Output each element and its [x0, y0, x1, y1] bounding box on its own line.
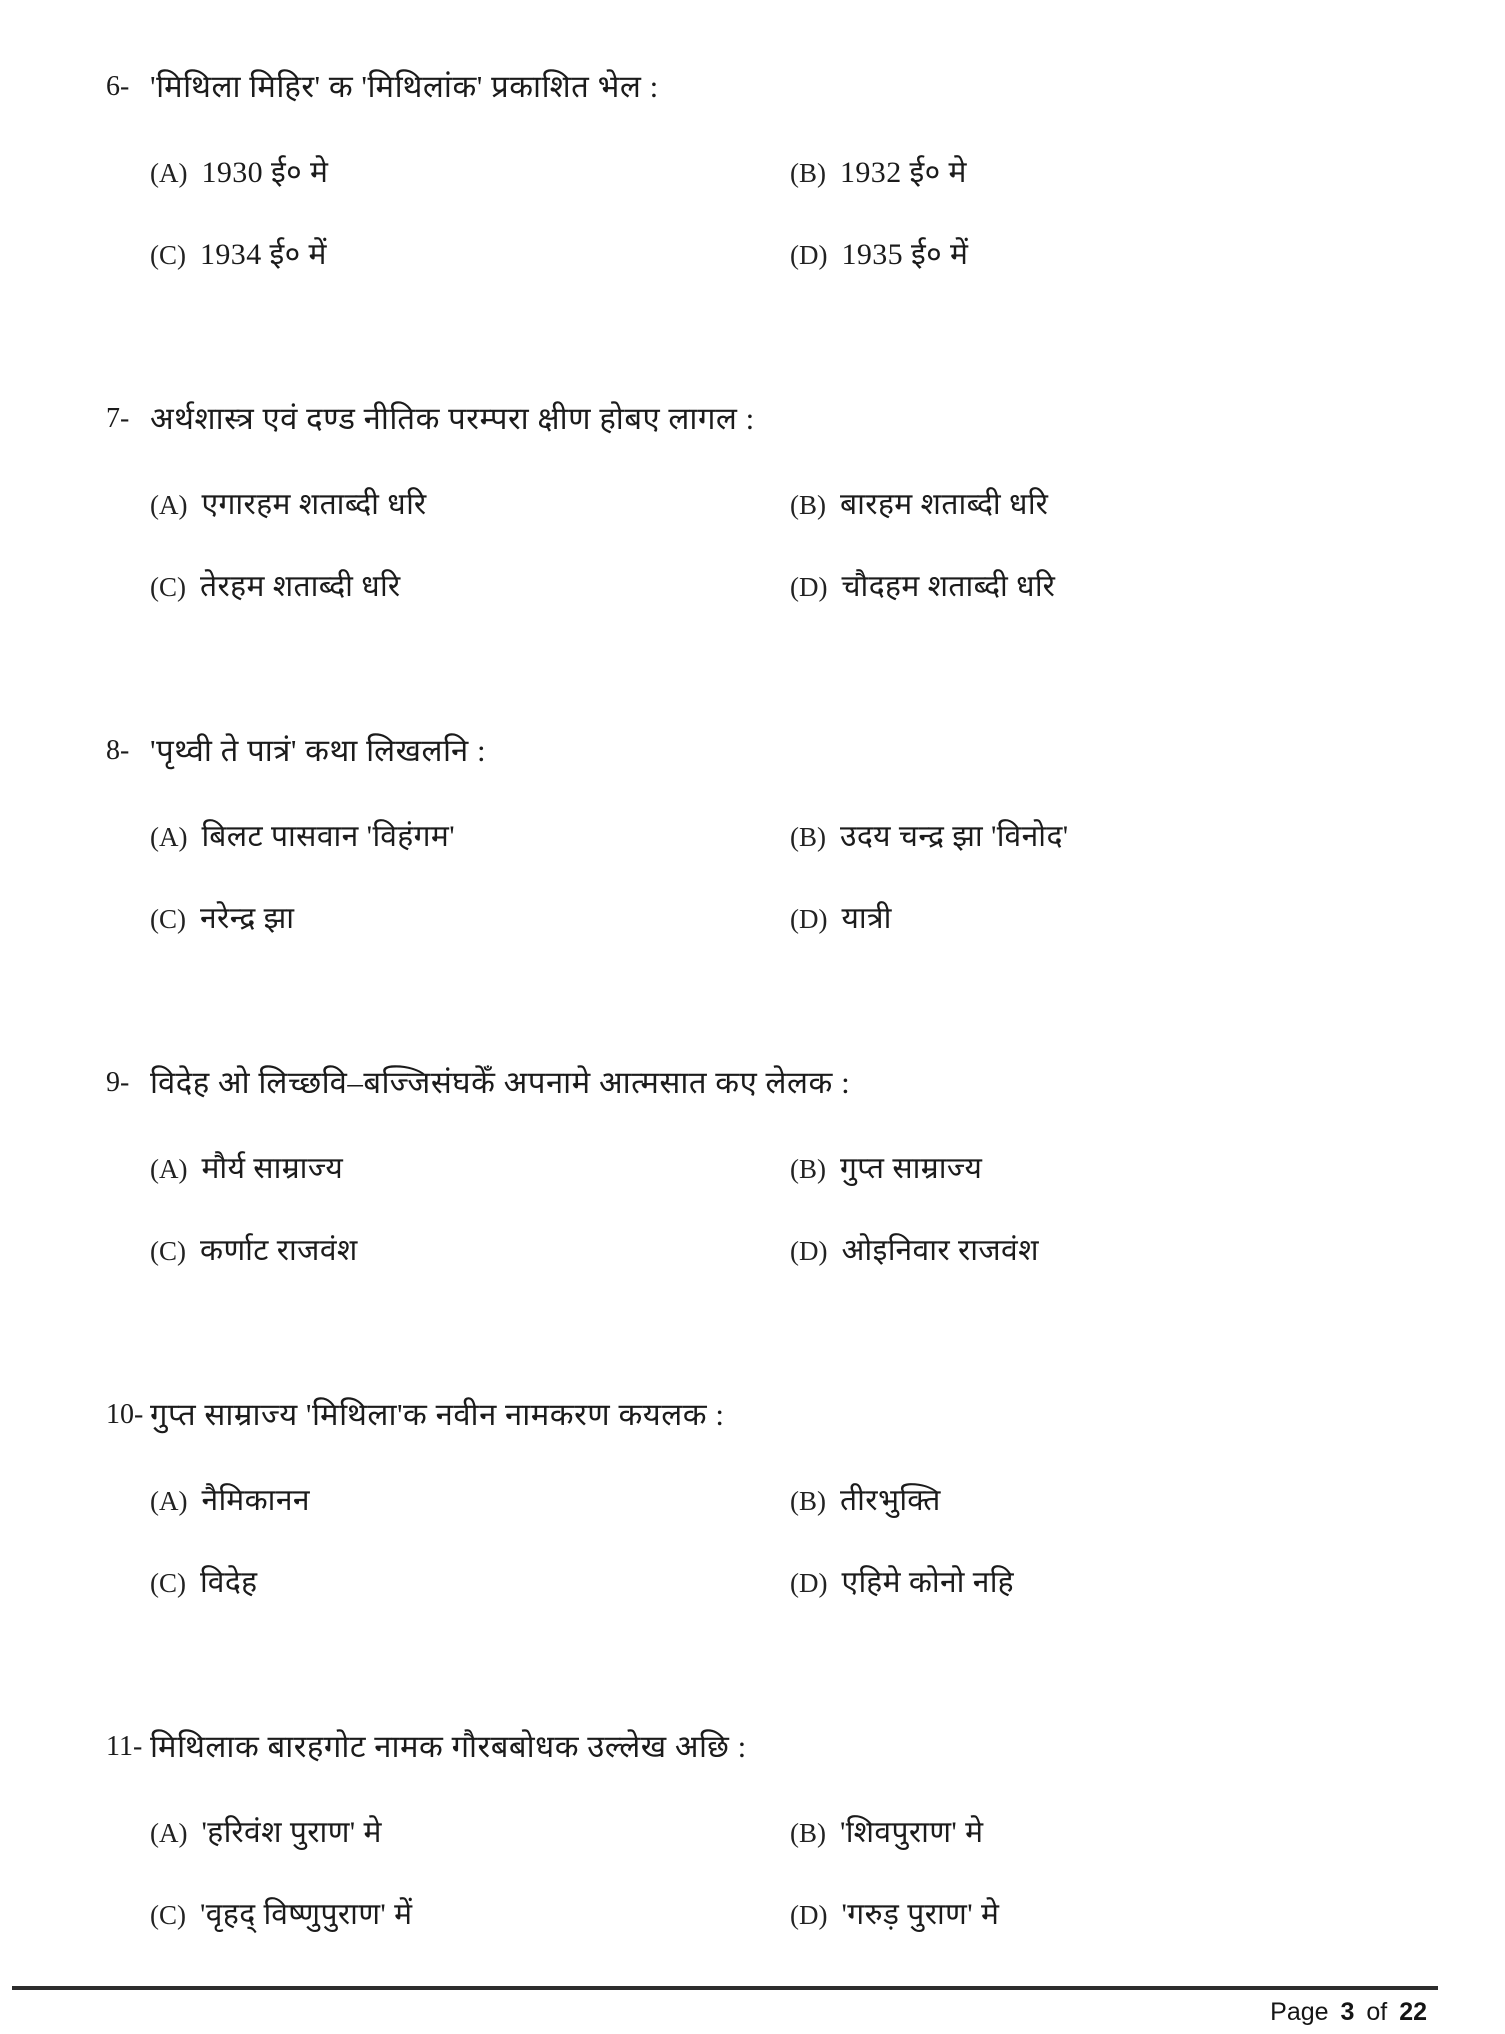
- answer-option: [150, 1892, 790, 1938]
- option-text: ओइनिवार राजवंश: [841, 1234, 1039, 1267]
- option-label: (B): [790, 1818, 826, 1848]
- option-label: (D): [790, 904, 828, 934]
- page-footer: [0, 1986, 1505, 2027]
- question-text: 'पृथ्वी ते पात्रं' कथा लिखलनि :: [150, 733, 487, 768]
- question-options: [150, 1478, 1465, 1606]
- question-heading: [106, 64, 1465, 110]
- option-text: बारहम शताब्दी धरि: [840, 488, 1049, 521]
- of-word: of: [1366, 1998, 1388, 2026]
- option-text: 1934 ई० में: [200, 238, 327, 271]
- answer-option: [790, 814, 1465, 860]
- option-label: (C): [150, 904, 186, 934]
- answer-option: [790, 232, 1465, 278]
- question-block: [106, 1392, 1465, 1606]
- option-text: यात्री: [841, 902, 892, 935]
- answer-option: [150, 564, 790, 610]
- question-options: [150, 1810, 1465, 1938]
- option-label: (B): [790, 158, 826, 188]
- option-label: (D): [790, 1236, 828, 1266]
- answer-option: [150, 1228, 790, 1274]
- option-text: विदेह: [200, 1566, 258, 1599]
- option-text: नैमिकानन: [201, 1484, 310, 1517]
- question-number: 11-: [106, 1731, 143, 1762]
- answer-option: [790, 896, 1465, 942]
- answer-option: [150, 896, 790, 942]
- question-options: [150, 814, 1465, 942]
- option-label: (B): [790, 822, 826, 852]
- option-label: (D): [790, 240, 828, 270]
- option-label: (A): [150, 1154, 188, 1184]
- question-block: [106, 1060, 1465, 1274]
- option-label: (A): [150, 490, 188, 520]
- question-block: [106, 396, 1465, 610]
- answer-option: [150, 1146, 790, 1192]
- total-pages: 22: [1399, 1998, 1427, 2026]
- option-label: (A): [150, 158, 188, 188]
- question-number: 10-: [106, 1399, 144, 1430]
- question-block: [106, 728, 1465, 942]
- option-text: 'शिवपुराण' मे: [840, 1816, 984, 1849]
- option-text: 'गरुड़ पुराण' मे: [841, 1898, 1000, 1931]
- option-text: 1930 ई० मे: [201, 156, 329, 189]
- answer-option: [790, 564, 1465, 610]
- question-text: विदेह ओ लिच्छवि–बज्जिसंघकेँ अपनामे आत्मसात कए लेलक :: [150, 1065, 851, 1100]
- answer-option: [790, 1560, 1465, 1606]
- option-text: 1932 ई० मे: [840, 156, 967, 189]
- option-label: (C): [150, 572, 186, 602]
- answer-option: [150, 814, 790, 860]
- page-indicator: [0, 1998, 1505, 2027]
- option-text: 1935 ई० में: [841, 238, 969, 271]
- option-text: तेरहम शताब्दी धरि: [200, 570, 401, 603]
- question-number: 7-: [106, 403, 130, 434]
- option-text: एहिमे कोनो नहि: [841, 1566, 1014, 1599]
- option-text: 'वृहद् विष्णुपुराण' में: [200, 1898, 413, 1931]
- option-text: 'हरिवंश पुराण' मे: [201, 1816, 382, 1849]
- option-label: (A): [150, 1486, 188, 1516]
- answer-option: [790, 1892, 1465, 1938]
- option-label: (C): [150, 1900, 186, 1930]
- option-label: (C): [150, 1568, 186, 1598]
- option-text: कर्णाट राजवंश: [200, 1234, 358, 1267]
- answer-option: [150, 1478, 790, 1524]
- question-block: [106, 1724, 1465, 1938]
- question-number: 6-: [106, 71, 130, 102]
- answer-option: [790, 1146, 1465, 1192]
- option-label: (A): [150, 1818, 188, 1848]
- answer-option: [150, 150, 790, 196]
- answer-option: [150, 232, 790, 278]
- option-label: (C): [150, 1236, 186, 1266]
- questions-list: [106, 64, 1465, 1938]
- question-text: गुप्त साम्राज्य 'मिथिला'क नवीन नामकरण कयलक :: [150, 1397, 725, 1432]
- question-text: मिथिलाक बारहगोट नामक गौरबबोधक उल्लेख अछि :: [150, 1729, 747, 1764]
- option-text: नरेन्द्र झा: [200, 902, 295, 935]
- option-label: (C): [150, 240, 186, 270]
- page-number: 3: [1340, 1998, 1355, 2026]
- page-word: Page: [1270, 1998, 1329, 2026]
- option-label: (B): [790, 1486, 826, 1516]
- answer-option: [790, 482, 1465, 528]
- question-number: 8-: [106, 735, 130, 766]
- answer-option: [150, 482, 790, 528]
- question-options: [150, 482, 1465, 610]
- question-heading: [106, 1724, 1465, 1770]
- question-heading: [106, 396, 1465, 442]
- option-text: मौर्य साम्राज्य: [201, 1152, 344, 1185]
- option-label: (B): [790, 490, 826, 520]
- option-text: एगारहम शताब्दी धरि: [201, 488, 427, 521]
- question-heading: [106, 1060, 1465, 1106]
- answer-option: [150, 1560, 790, 1606]
- question-text: अर्थशास्त्र एवं दण्ड नीतिक परम्परा क्षीण होबए लागल :: [150, 401, 755, 436]
- option-label: (D): [790, 1568, 828, 1598]
- option-text: उदय चन्द्र झा 'विनोद': [840, 820, 1069, 853]
- footer-divider: [12, 1986, 1438, 1990]
- question-options: [150, 150, 1465, 278]
- option-text: चौदहम शताब्दी धरि: [841, 570, 1056, 603]
- question-options: [150, 1146, 1465, 1274]
- answer-option: [790, 1478, 1465, 1524]
- option-label: (B): [790, 1154, 826, 1184]
- answer-option: [790, 1810, 1465, 1856]
- option-label: (D): [790, 1900, 828, 1930]
- question-block: [106, 64, 1465, 278]
- option-text: गुप्त साम्राज्य: [840, 1152, 983, 1185]
- option-text: तीरभुक्ति: [840, 1484, 941, 1517]
- question-heading: [106, 1392, 1465, 1438]
- question-text: 'मिथिला मिहिर' क 'मिथिलांक' प्रकाशित भेल :: [150, 69, 659, 104]
- question-number: 9-: [106, 1067, 130, 1098]
- answer-option: [790, 150, 1465, 196]
- option-label: (A): [150, 822, 188, 852]
- option-text: बिलट पासवान 'विहंगम': [201, 820, 456, 853]
- option-label: (D): [790, 572, 828, 602]
- question-heading: [106, 728, 1465, 774]
- answer-option: [790, 1228, 1465, 1274]
- answer-option: [150, 1810, 790, 1856]
